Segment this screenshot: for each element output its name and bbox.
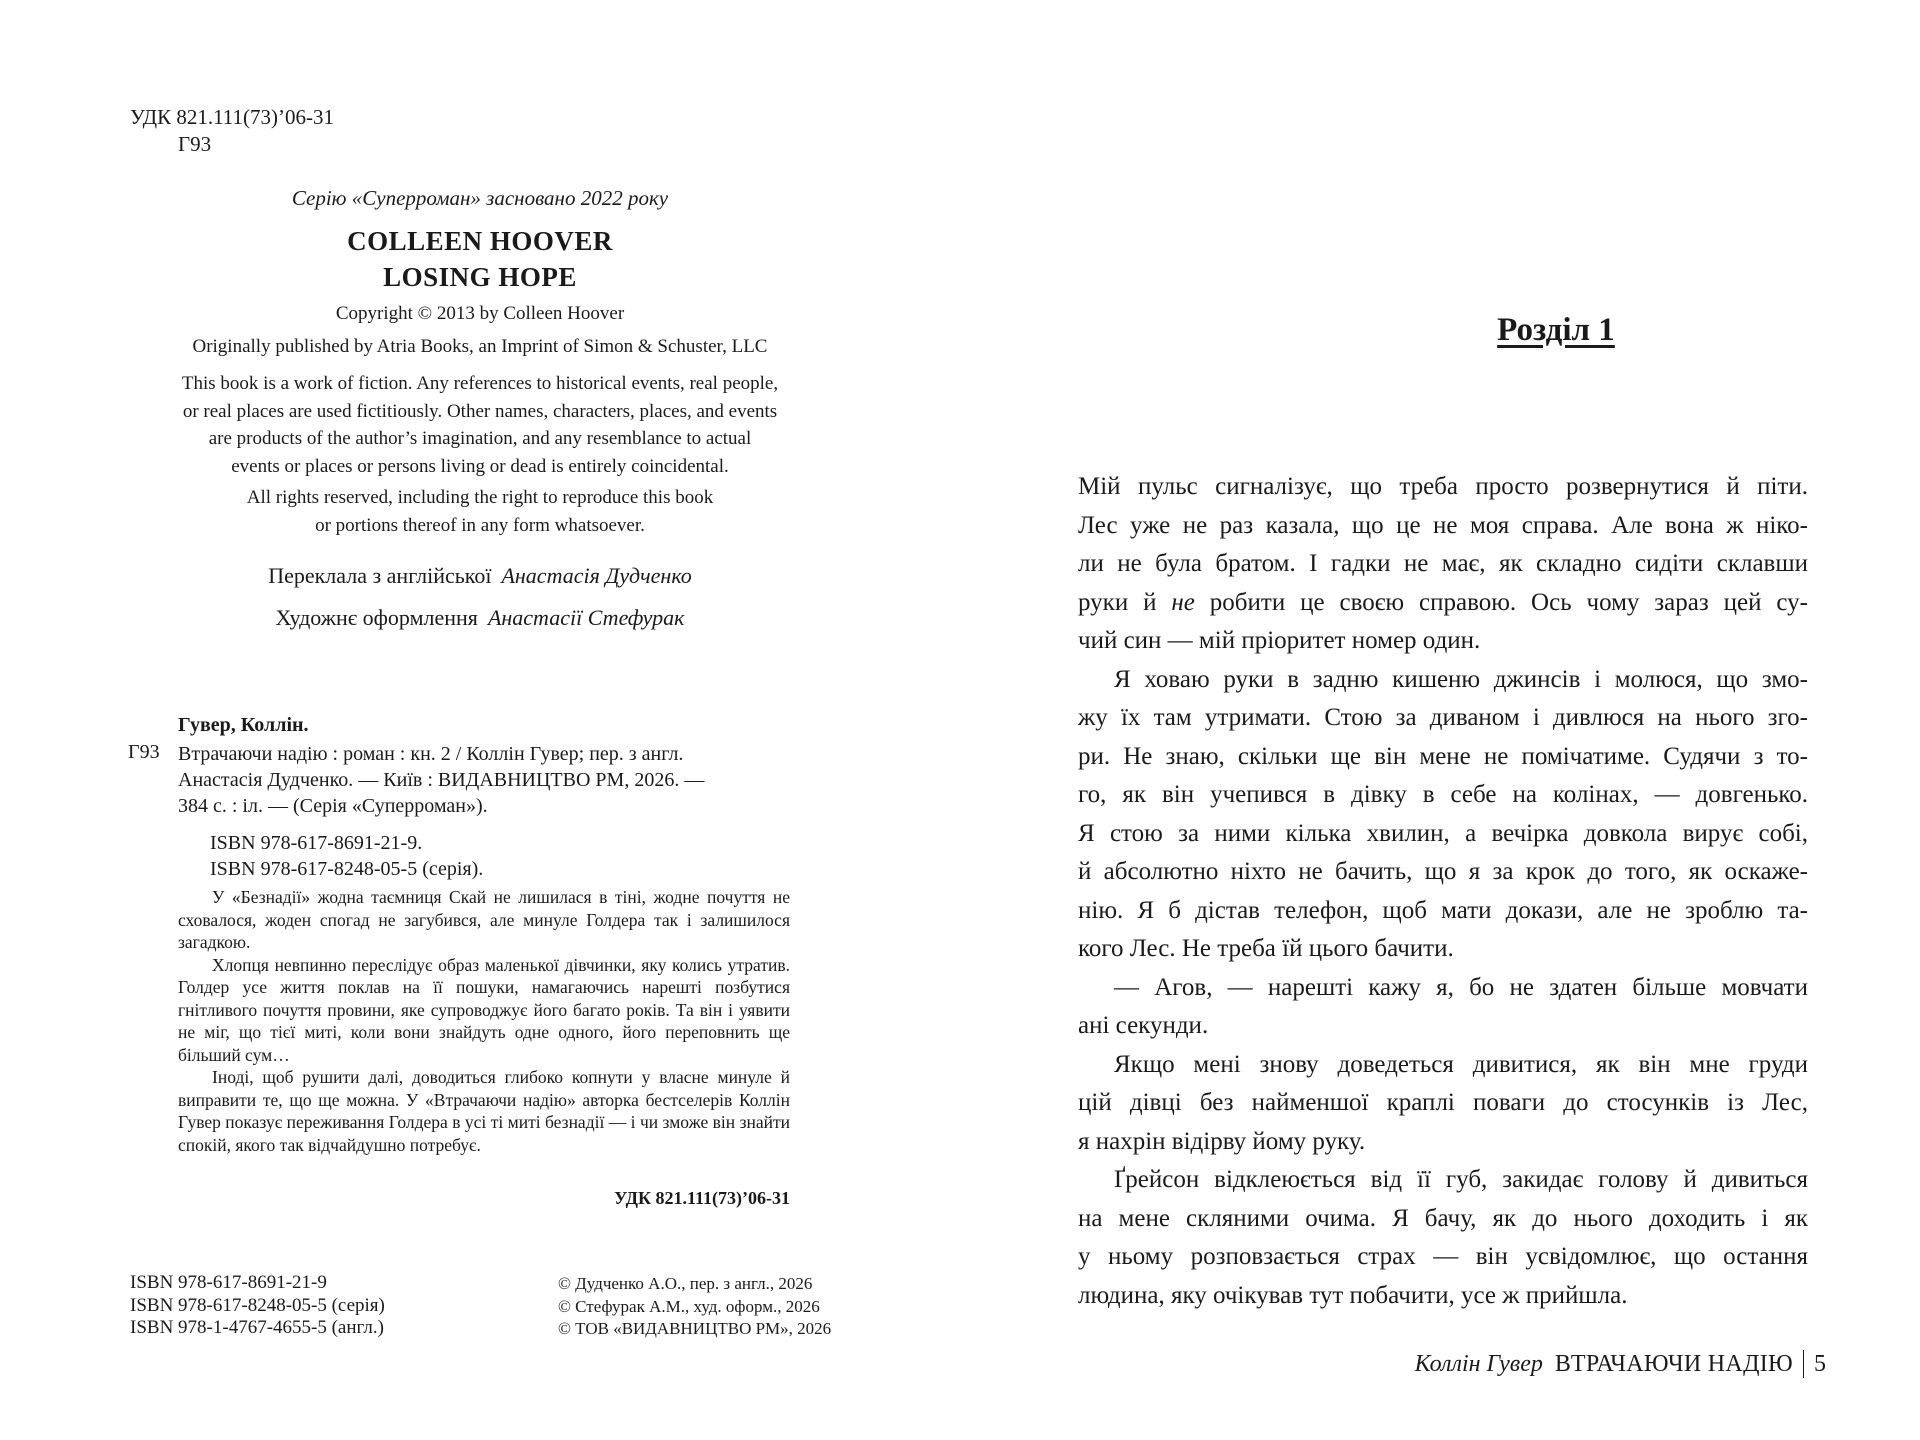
original-author: COLLEEN HOOVER: [347, 226, 613, 256]
udk-code: УДК 821.111(73)’06-31: [130, 105, 334, 129]
catalog-code: Г93: [128, 741, 160, 763]
text-line: ри. Не знаю, скільки ще він мене не помічатиме. Судячи з то-: [1078, 742, 1808, 770]
translator-credit: [120, 563, 840, 589]
chapter-heading: [960, 312, 1920, 349]
chapter-title: Розділ 1: [1497, 312, 1615, 348]
fiction-line: or real places are used fictitiously. Other names, characters, places, and events: [182, 400, 778, 422]
text-line: й абсолютно ніхто не бачить, що я за крок до того, як оскаже-: [1078, 858, 1808, 885]
annotation-paragraph: Хлопця невпинно переслідує образ маленької дівчинки, яку колись утратив. Голдер усе життя поклав на її пошуки, намагаючись нарешті позбутися гнітливого почуття провини, яке супроводжує його багато років. Та він і уявити не міг, що тієї миті, коли вони знайдуть одне одного, його переповнить ще більший сум…: [178, 954, 790, 1065]
running-footer: [1415, 1350, 1826, 1378]
catalog-line: 384 с. : іл. — (Серія «Суперроман»).: [178, 795, 488, 817]
page-number: 5: [1814, 1350, 1826, 1377]
text-line: Я стою за ними кілька хвилин, а вечірка довкола вирує собі,: [1078, 819, 1808, 847]
isbn-item: ISBN 978-617-8691-21-9: [130, 1272, 327, 1293]
copyright-list: [558, 1273, 831, 1341]
series-note: Серію «Суперроман» засновано 2022 року: [291, 186, 669, 210]
running-author: Коллін Гувер: [1414, 1350, 1543, 1377]
text-segment: руки й: [1078, 588, 1172, 616]
text-line: ли не була братом. І гадки не має, як складно сидіти склавши: [1078, 550, 1808, 577]
text-line: нію. Я б дістав телефон, щоб мати докази, але не зроблю та-: [1078, 896, 1808, 924]
catalog-description: [178, 741, 790, 819]
text-segment: робити це своєю справою. Ось чому зараз цей су-: [1194, 588, 1808, 616]
text-line: цій дівці без найменшої краплі поваги до стосунків із Лес,: [1078, 1089, 1808, 1116]
chapter-body: [1078, 468, 1808, 1315]
copyright-item: © Стефурак А.М., худ. оформ., 2026: [558, 1296, 820, 1316]
annotation-paragraph: У «Безнадії» жодна таємниця Скай не лишилася в тіні, жодне почуття не сховалося, жоден спогад не загубився, але минуле Голдера так і залишилося загадкою.: [178, 887, 790, 952]
text-line: го, як він учепився в дівку в себе на колінах, — довгенько.: [1078, 781, 1808, 808]
text-line: людина, яку очікував тут побачити, усе ж прийшла.: [1078, 1281, 1628, 1309]
text-line: жу їх там утримати. Стою за диваном і дивлюся на нього зго-: [1078, 704, 1808, 731]
copyright-item: © ТОВ «ВИДАВНИЦТВО РМ», 2026: [558, 1319, 832, 1338]
catalog-isbn-series: ISBN 978-617-8248-05-5 (серія).: [210, 858, 484, 880]
book-annotation: [178, 886, 790, 1156]
text-line: ані секунди.: [1078, 1012, 1209, 1039]
rights-line: or portions thereof in any form whatsoever.: [315, 514, 645, 536]
text-line: чий син — мій пріоритет номер один.: [1078, 627, 1481, 654]
fiction-line: events or places or persons living or dead is entirely coincidental.: [231, 455, 729, 477]
publisher-notice: Originally published by Atria Books, an Imprint of Simon & Schuster, LLC: [192, 336, 768, 357]
text-line: на мене скляними очима. Я бачу, як до нього доходить і як: [1078, 1204, 1808, 1232]
copyright-notice: Copyright © 2013 by Colleen Hoover: [335, 303, 625, 324]
udk-block: [130, 104, 334, 158]
running-title: ВТРАЧАЮЧИ НАДІЮ: [1554, 1350, 1793, 1377]
designer-label: Художнє оформлення: [275, 605, 478, 630]
translator-label: Переклала з англійської: [268, 563, 492, 588]
fiction-line: This book is a work of fiction. Any references to historical events, real people,: [181, 373, 779, 394]
chapter-page: [960, 0, 1920, 1440]
catalog-udk: УДК 821.111(73)’06-31: [614, 1188, 790, 1208]
fiction-line: are products of the author’s imagination, and any resemblance to actual: [208, 428, 752, 449]
catalog-line: Втрачаючи надію : роман : кн. 2 / Коллін Гувер; пер. з англ.: [178, 743, 684, 765]
annotation-paragraph: Іноді, щоб рушити далі, доводиться глибоко копнути у власне минуле й виправити те, що ще можна. У «Втрачаючи надію» авторка бестселерів Коллін Гувер показує переживання Голдера в усі ті миті безнадії — і чи зможе він знайти спокій, якого так відчайдушно потребує.: [178, 1067, 790, 1155]
emphasis-word: не: [1171, 588, 1195, 616]
isbn-list: [130, 1272, 385, 1340]
text-line: у ньому розповзається страх — він усвідомлює, що остання: [1078, 1243, 1808, 1270]
translator-name: Анастасія Дудченко: [501, 563, 692, 588]
original-title: LOSING HOPE: [383, 262, 577, 292]
separator: [1803, 1350, 1804, 1378]
rights-line: All rights reserved, including the right to reproduce this book: [246, 487, 714, 508]
copyright-item: © Дудченко А.О., пер. з англ., 2026: [558, 1274, 813, 1293]
rights-notice: [120, 484, 840, 539]
catalog-line: Анастасія Дудченко. — Київ : ВИДАВНИЦТВО РМ, 2026. —: [178, 769, 705, 791]
catalog-author: Гувер, Коллін.: [178, 714, 309, 736]
text-line: Мій пульс сигналізує, що треба просто розвернутися й піти.: [1078, 473, 1808, 500]
fiction-disclaimer: [120, 370, 840, 480]
text-line: Ґрейсон відклеюється від її губ, закидає голову й дивиться: [1114, 1166, 1808, 1193]
designer-credit: [120, 605, 840, 631]
isbn-item: ISBN 978-617-8248-05-5 (серія): [130, 1294, 385, 1316]
designer-name: Анастасії Стефурак: [487, 605, 685, 630]
text-line: Лес уже не раз казала, що це не моя справа. Але вона ж ніко-: [1078, 511, 1808, 539]
catalog-isbn: ISBN 978-617-8691-21-9.: [210, 832, 423, 854]
author-mark: Г93: [178, 132, 212, 156]
isbn-item: ISBN 978-1-4767-4655-5 (англ.): [130, 1317, 384, 1338]
text-line: — Агов, — нарешті кажу я, бо не здатен більше мовчати: [1114, 973, 1808, 1001]
text-line: кого Лес. Не треба їй цього бачити.: [1078, 935, 1454, 962]
text-line: Якщо мені знову доведеться дивитися, як він мне груди: [1114, 1050, 1808, 1078]
text-line: [1078, 584, 1808, 623]
text-line: Я ховаю руки в задню кишеню джинсів і молюся, що змо-: [1114, 665, 1808, 693]
text-line: я нахрін відірву йому руку.: [1078, 1127, 1366, 1155]
